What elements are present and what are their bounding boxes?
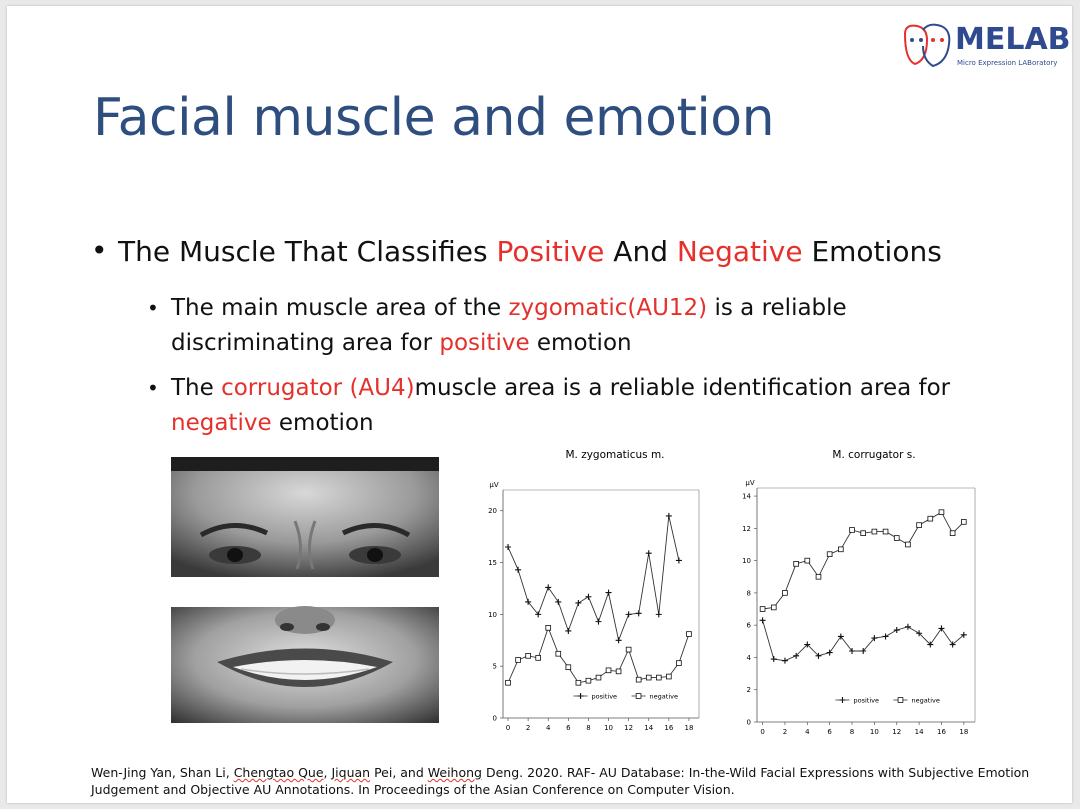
data-point-negative	[566, 665, 571, 670]
x-tick-label: 2	[525, 724, 531, 732]
data-point-positive	[938, 625, 944, 631]
data-point-positive	[883, 633, 889, 639]
main-bullet-part: The Muscle That Classifies	[118, 235, 497, 268]
main-bullet-text	[118, 235, 942, 268]
data-point-negative	[636, 677, 641, 682]
data-point-negative	[606, 668, 611, 673]
highlight-positive: positive	[439, 330, 530, 356]
reference-part: Chengtao Que	[233, 765, 324, 780]
data-point-negative	[596, 675, 601, 680]
x-tick-label: 12	[892, 728, 902, 736]
data-point-negative	[546, 625, 551, 630]
x-tick-label: 6	[827, 728, 832, 736]
x-tick-label: 10	[869, 728, 879, 736]
x-tick-label: 8	[586, 724, 591, 732]
data-point-negative	[536, 655, 541, 660]
x-tick-label: 8	[849, 728, 855, 736]
reference-part: Pei, and	[370, 765, 428, 780]
sub-bullet-part: is a reliable discriminating area for	[171, 295, 847, 356]
data-point-positive	[782, 658, 788, 664]
data-point-negative	[616, 669, 621, 674]
sub-bullet-part: muscle area is a reliable identification area for	[414, 375, 951, 401]
mask-logo-icon	[899, 20, 955, 72]
legend-label: positive	[591, 692, 618, 701]
data-point-negative	[526, 653, 531, 658]
melab-logo	[899, 20, 1069, 74]
y-tick-label: 10	[488, 610, 497, 619]
reference-part: Weihong	[427, 765, 482, 780]
legend-marker	[839, 697, 845, 703]
data-point-negative	[771, 605, 776, 610]
data-point-positive	[616, 637, 622, 643]
data-point-positive	[585, 594, 591, 600]
highlight-corrugator: corrugator (AU4)	[221, 375, 415, 401]
y-tick-label: 20	[488, 507, 497, 516]
data-point-negative	[760, 607, 765, 612]
data-point-negative	[676, 661, 681, 666]
data-point-negative	[917, 523, 922, 528]
data-point-negative	[586, 678, 591, 683]
series-line-negative	[763, 512, 964, 609]
data-point-positive	[905, 624, 911, 630]
data-point-positive	[894, 627, 900, 633]
y-tick-label: 4	[746, 653, 751, 662]
x-tick-label: 6	[566, 724, 571, 732]
data-point-negative	[906, 542, 911, 547]
sub-bullet-part: emotion	[271, 410, 374, 436]
sub-bullet-text	[171, 291, 987, 361]
legend-label: positive	[853, 696, 879, 705]
series-line-positive	[508, 516, 679, 640]
legend-marker	[578, 693, 584, 699]
data-point-positive	[505, 544, 511, 550]
x-tick-label: 4	[545, 724, 551, 732]
data-point-positive	[771, 656, 777, 662]
data-point-negative	[883, 529, 888, 534]
chart-title: M. corrugator s.	[832, 449, 916, 461]
data-point-negative	[861, 531, 866, 536]
sub-bullet-part: emotion	[529, 330, 632, 356]
slide-title: Facial muscle and emotion	[93, 88, 775, 148]
slide	[7, 6, 1072, 803]
data-point-negative	[872, 529, 877, 534]
data-point-positive	[636, 610, 642, 616]
data-point-positive	[656, 611, 662, 617]
data-point-negative	[666, 674, 671, 679]
data-point-negative	[687, 632, 692, 637]
bullet-dot: •	[147, 376, 159, 400]
data-point-negative	[939, 510, 944, 515]
data-point-negative	[961, 519, 966, 524]
x-tick-label: 16	[937, 728, 946, 736]
sub-bullet-zygomatic	[147, 291, 987, 361]
face-mouth-crop	[171, 606, 439, 723]
chart-title: M. zygomaticus m.	[565, 449, 665, 461]
chart-ylabel: μV	[745, 479, 755, 487]
highlight-zygomatic: zygomatic(AU12)	[508, 295, 708, 321]
y-tick-label: 10	[742, 557, 751, 566]
data-point-positive	[565, 628, 571, 634]
y-tick-label: 0	[492, 714, 497, 723]
y-tick-label: 0	[746, 718, 751, 727]
legend-marker	[636, 694, 641, 699]
face-photo	[171, 457, 439, 723]
data-point-negative	[656, 675, 661, 680]
legend-label: negative	[649, 692, 678, 701]
x-tick-label: 0	[760, 728, 765, 736]
highlight-negative: Negative	[676, 235, 803, 268]
data-point-positive	[676, 557, 682, 563]
series-line-positive	[763, 620, 964, 660]
y-tick-label: 12	[742, 524, 751, 533]
sub-bullet-part: The main muscle area of the	[171, 295, 509, 321]
y-tick-label: 2	[746, 686, 751, 695]
data-point-negative	[576, 680, 581, 685]
data-point-negative	[506, 680, 511, 685]
x-tick-label: 2	[782, 728, 788, 736]
data-point-negative	[928, 516, 933, 521]
data-point-negative	[816, 574, 821, 579]
reference-part: ,	[323, 765, 332, 780]
bullet-dot: •	[147, 296, 159, 320]
data-point-negative	[838, 547, 843, 552]
highlight-positive: Positive	[496, 235, 605, 268]
sub-bullet-corrugator	[147, 371, 987, 441]
y-tick-label: 14	[742, 492, 751, 501]
main-bullet-part: And	[604, 235, 677, 268]
y-tick-label: 8	[746, 589, 751, 598]
data-point-positive	[545, 584, 551, 590]
data-point-positive	[760, 617, 766, 623]
x-tick-label: 18	[959, 728, 969, 736]
data-point-negative	[646, 675, 651, 680]
y-tick-label: 5	[492, 662, 497, 671]
data-point-positive	[555, 599, 561, 605]
data-point-negative	[626, 647, 631, 652]
reference-part: Wen-Jing Yan, Shan Li,	[91, 765, 234, 780]
legend-marker	[898, 698, 903, 703]
data-point-positive	[827, 650, 833, 656]
data-point-negative	[950, 531, 955, 536]
reference-part: Deng. 2020. RAF- AU Database: In-the-Wild Facial Expressions with Subjective Emotion Judgement and Objective AU Annotations. In Proceedings of the Asian Conference on Computer Vision.	[91, 765, 1030, 797]
main-bullet-part: Emotions	[802, 235, 942, 268]
data-point-positive	[666, 513, 672, 519]
y-tick-label: 15	[488, 559, 497, 568]
x-tick-label: 14	[644, 724, 654, 732]
data-point-negative	[516, 658, 521, 663]
x-tick-label: 4	[805, 728, 810, 736]
data-point-positive	[606, 590, 612, 596]
chart-ylabel: μV	[489, 481, 499, 489]
data-point-positive	[575, 600, 581, 606]
x-tick-label: 10	[604, 724, 613, 732]
data-point-negative	[827, 552, 832, 557]
data-point-negative	[850, 528, 855, 533]
y-tick-label: 6	[746, 621, 751, 630]
sub-bullet-text	[171, 371, 987, 441]
highlight-negative: negative	[171, 410, 272, 436]
reference-part: Jiquan	[331, 765, 371, 780]
data-point-negative	[794, 561, 799, 566]
data-point-positive	[646, 550, 652, 556]
x-tick-label: 12	[624, 724, 634, 732]
zygomaticus-chart	[465, 438, 701, 732]
data-point-positive	[515, 567, 521, 573]
x-tick-label: 16	[664, 724, 674, 732]
sub-bullet-part: The	[171, 375, 222, 401]
data-point-negative	[556, 651, 561, 656]
corrugator-chart	[729, 438, 979, 736]
data-point-negative	[805, 558, 810, 563]
x-tick-label: 18	[684, 724, 694, 732]
data-point-positive	[626, 611, 632, 617]
series-line-negative	[508, 628, 689, 683]
logo-text: MELAB	[955, 22, 1071, 57]
logo-subtitle: Micro Expression LABoratory	[957, 59, 1058, 67]
data-point-negative	[783, 590, 788, 595]
main-bullet	[91, 235, 942, 268]
face-eyes-crop	[171, 457, 439, 577]
data-point-positive	[595, 619, 601, 625]
data-point-negative	[894, 536, 899, 541]
bullet-dot: •	[91, 234, 108, 267]
x-tick-label: 0	[505, 724, 511, 732]
x-tick-label: 14	[914, 728, 924, 736]
legend-label: negative	[911, 696, 940, 705]
reference-citation	[91, 764, 1051, 798]
